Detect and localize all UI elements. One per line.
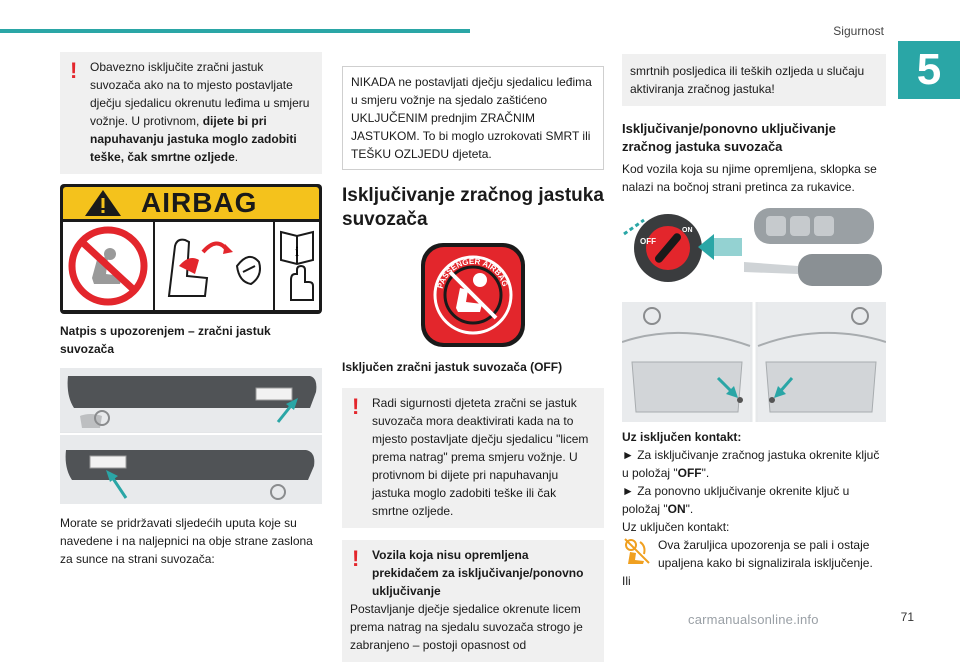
airbag-deploy-icon: [159, 226, 269, 306]
figure-caption: Natpis s upozorenjem – zračni jastuk suvozača: [60, 324, 271, 356]
warning-label-text: NIKADA ne postavljati dječju sjedalicu leđima u smjeru vožnje na sjedalo zaštićeno UKLJUČENIM prednjim ZRAČNIM JASTUKOM. To bi moglo uzrokovati SMRT ili TEŠKU OZLJEDU djeteta.: [351, 75, 592, 161]
lamp-text: Ova žaruljica upozorenja se pali i ostaje upaljena kako bi signalizirala isključenje.: [658, 538, 873, 570]
switch-on-label: ON: [682, 227, 693, 234]
warning-end: .: [234, 150, 239, 164]
step-on: [622, 482, 886, 518]
warning-bold-text: dijete bi pri napuhavanju jastuka moglo zadobiti teške, čak smrtne ozljede: [90, 114, 297, 164]
sun-visor-illustration: [60, 368, 322, 504]
section-title: Sigurnost: [833, 24, 884, 38]
airbag-warning-label-figure: [60, 184, 322, 314]
step-on-value: ON: [667, 502, 686, 516]
airbag-label-header: [63, 187, 319, 219]
sticker-text: PASSENGER AIRBAG: [435, 256, 510, 290]
warning-text: Obavezno isključite zračni jastuk suvozača ako na to mjesto postavljate dječju sjedalicu okrenutu leđima u smjeru vožnje. U protivnom,: [90, 60, 310, 128]
chapter-number: 5: [898, 41, 960, 99]
warning-exclamation-icon: !: [352, 546, 360, 571]
switch-off-label: OFF: [640, 237, 656, 246]
warning-exclamation-icon: !: [352, 394, 360, 419]
warning-exclamation-icon: !: [70, 58, 78, 83]
watermark: carmanualsonline.info: [688, 612, 819, 627]
no-child-seat-icon: [68, 226, 148, 306]
dashboard-illustration: [622, 302, 886, 422]
airbag-label-text: AIRBAG: [141, 187, 258, 218]
intro-text: Kod vozila koja su njime opremljena, sklopka se nalazi na bočnoj strani pretinca za rukavice.: [622, 162, 877, 194]
condition-off-label: Uz isključen kontakt:: [622, 430, 742, 444]
warning-box: [342, 388, 604, 528]
column-1: [60, 52, 322, 568]
warning-text: smrtnih posljedica ili teških ozljeda u slučaju aktiviranja zračnog jastuka!: [630, 64, 865, 96]
passenger-airbag-off-figure: [342, 242, 604, 348]
step-on-end: ".: [685, 502, 694, 516]
warning-box: [60, 52, 322, 174]
lamp-row: [622, 536, 886, 572]
condition-on-label: Uz uključen kontakt:: [622, 520, 730, 534]
glovebox-switch-location-figure: [622, 302, 886, 422]
body-text: Morate se pridržavati sljedećih uputa koje su navedene i na naljepnici na obje strane zaslona za sunce na strani suvozača:: [60, 516, 313, 566]
sun-visor-figure: [60, 368, 322, 504]
section-heading: Isključivanje zračnog jastuka suvozača: [342, 185, 604, 230]
warning-text: Radi sigurnosti djeteta zračni se jastuk suvozača mora deaktivirati kada na to mjesto postavljate dječju sjedalicu "licem prema natrag" prema smjeru vožnje. U protivnom bi dijete pri napuhavanju jastuka moglo zadobiti teške ili čak smrtne ozljede.: [372, 396, 589, 518]
step-on-text: ► Za ponovno uključivanje okrenite ključ u položaj ": [622, 484, 850, 516]
tail-text: Ili: [622, 574, 631, 588]
step-off-end: ".: [701, 466, 710, 480]
airbag-off-lamp-icon: [622, 536, 652, 566]
page-number: 71: [900, 610, 914, 624]
step-off: [622, 446, 886, 482]
read-manual-icon: [277, 226, 317, 306]
warning-heading: Vozila koja nisu opremljena prekidačem za isključivanje/ponovno uključivanje: [372, 548, 584, 598]
figure-caption: Isključen zračni jastuk suvozača (OFF): [342, 360, 563, 374]
switch-and-key-illustration: [622, 204, 886, 294]
key-icon: [744, 208, 882, 286]
step-off-value: OFF: [677, 466, 702, 480]
column-2: [342, 66, 604, 662]
warning-label-text-box: [342, 66, 604, 170]
step-off-text: ► Za isključivanje zračnog jastuka okrenite ključ u položaj ": [622, 448, 880, 480]
column-3: [622, 54, 886, 590]
warning-box: [342, 540, 604, 662]
header-accent-bar: [0, 29, 470, 33]
passenger-airbag-off-icon: [420, 242, 526, 348]
section-heading: Isključivanje/ponovno uključivanje zračnog jastuka suvozača: [622, 121, 836, 154]
svg-text:i: i: [295, 245, 299, 260]
warning-continuation-box: [622, 54, 886, 106]
warning-text: Postavljanje dječje sjedalice okrenute licem prema natrag na sjedalu suvozača strogo je zabranjeno – postoji opasnost od: [350, 602, 583, 652]
warning-triangle-icon: [83, 188, 123, 218]
airbag-switch-figure: [622, 204, 886, 294]
